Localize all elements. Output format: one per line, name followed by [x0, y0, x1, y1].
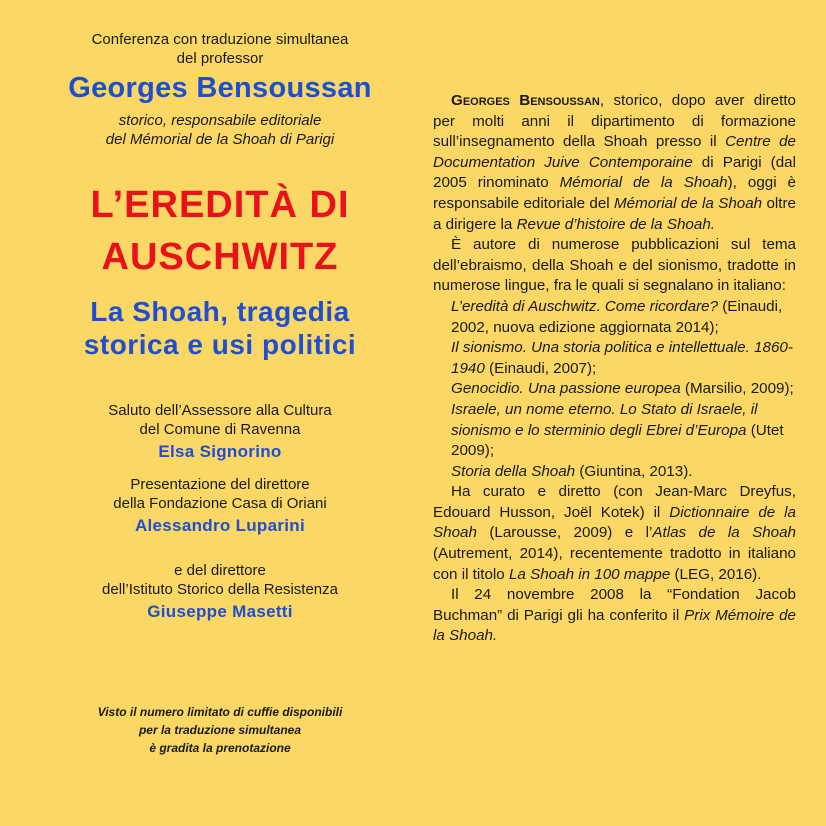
greeting-line: del Comune di Ravenna — [139, 421, 301, 438]
bio-italic: Prix Mémoire de la Shoah. — [433, 606, 797, 645]
publication-details: (Giuntina, 2013). — [575, 462, 693, 480]
bio-paragraph — [433, 585, 796, 647]
publication-title: Genocidio. Una passione europea — [451, 380, 681, 398]
subtitle-line: La Shoah, tragedia — [90, 296, 350, 327]
note-line: è gradita la prenotazione — [149, 741, 291, 755]
publication-title: Storia della Shoah — [451, 462, 576, 480]
role-line: del Mémorial de la Shoah di Parigi — [105, 131, 335, 148]
bio-italic: Centre de Documentation Juive Contemporaine — [433, 133, 796, 171]
presentation-line: Presentazione del direttore — [130, 476, 310, 493]
professor-role — [28, 111, 412, 149]
bio-name: Georges Bensoussan — [451, 92, 600, 109]
publication-title: L’eredità di Auschwitz. Come ricordare? — [451, 297, 719, 315]
intro-line: del professor — [176, 50, 264, 67]
publication-details: (Einaudi, 2007); — [484, 359, 597, 377]
publication-item — [433, 400, 796, 462]
note-line: Visto il numero limitato di cuffie disponibili — [97, 705, 343, 719]
event-subtitle — [28, 295, 412, 361]
greeting-block — [28, 401, 412, 461]
director-speaker: Giuseppe Masetti — [147, 602, 293, 621]
greeting-line: Saluto dell’Assessore alla Cultura — [108, 402, 332, 419]
publication-item — [433, 338, 796, 379]
publication-item — [433, 379, 796, 400]
bio-text: ), oggi è responsabile editoriale del — [433, 174, 796, 212]
bio-paragraph — [433, 91, 796, 235]
publication-title: Il sionismo. Una storia politica e intellettuale. 1860-1940 — [451, 339, 793, 377]
bio-paragraph: È autore di numerose pubblicazioni sul tema dell’ebraismo, della Shoah e del sionismo, tradotte in numerose lingue, fra le quali si segnalano in italiano: — [433, 236, 796, 295]
bio-text: (Larousse, 2009) e l’ — [476, 524, 653, 542]
publication-item — [433, 462, 796, 483]
event-title — [28, 179, 412, 283]
director-line: e del direttore — [174, 562, 266, 579]
bio-italic: Atlas de la Shoah — [652, 524, 796, 542]
publication-details: (Utet 2009); — [451, 421, 784, 460]
intro-line: Conferenza con traduzione simultanea — [91, 31, 349, 48]
bio-paragraph — [433, 482, 796, 585]
title-line: AUSCHWITZ — [101, 236, 339, 278]
publication-details: (Marsilio, 2009); — [680, 380, 794, 398]
director-block — [28, 561, 412, 621]
greeting-speaker: Elsa Signorino — [158, 442, 282, 461]
presentation-speaker: Alessandro Luparini — [134, 516, 306, 535]
publication-details: (Einaudi, 2002, nuova edizione aggiornata 2014); — [451, 297, 783, 336]
bio-text: di Parigi (dal 2005 rinominato — [433, 153, 797, 192]
bio-italic: Revue d’histoire de la Shoah. — [516, 215, 715, 233]
bio-text: (LEG, 2016). — [670, 565, 762, 583]
presentation-line: della Fondazione Casa di Oriani — [113, 495, 327, 512]
bio-italic: Dictionnaire de la Shoah — [433, 503, 796, 542]
bio-text: Il 24 novembre 2008 la “Fondation Jacob Buchman” di Parigi gli ha conferito il — [433, 586, 796, 624]
publication-item — [433, 297, 796, 338]
professor-name: Georges Bensoussan — [68, 72, 372, 104]
intro — [28, 30, 412, 68]
bio-italic: Mémorial de la Shoah — [559, 174, 728, 192]
biography — [433, 91, 796, 647]
bio-text: Ha curato e diretto (con Jean-Marc Dreyfus, Edouard Husson, Joël Kotek) il — [433, 483, 796, 521]
role-line: storico, responsabile editoriale — [118, 112, 322, 129]
left-column — [28, 30, 412, 757]
director-line: dell’Istituto Storico della Resistenza — [102, 581, 338, 598]
note-line: per la traduzione simultanea — [138, 723, 302, 737]
bio-text: oltre a dirigere la — [433, 194, 797, 233]
bio-text: , storico, dopo aver diretto per molti anni il dipartimento di formazione sull’insegnamento della Shoah presso il — [433, 92, 797, 151]
publication-title: Israele, un nome eterno. Lo Stato di Israele, il sionismo e lo sterminio degli Ebrei d’Europa — [451, 400, 758, 439]
bio-italic: La Shoah in 100 mappe — [508, 565, 671, 583]
bio-text: (Autrement, 2014), recentemente tradotto in italiano con il titolo — [433, 545, 796, 583]
presentation-block — [28, 475, 412, 535]
booking-note — [28, 703, 412, 757]
bio-italic: Mémorial de la Shoah — [614, 194, 763, 212]
title-line: L’EREDITÀ DI — [90, 184, 350, 226]
subtitle-line: storica e usi politici — [83, 329, 357, 360]
